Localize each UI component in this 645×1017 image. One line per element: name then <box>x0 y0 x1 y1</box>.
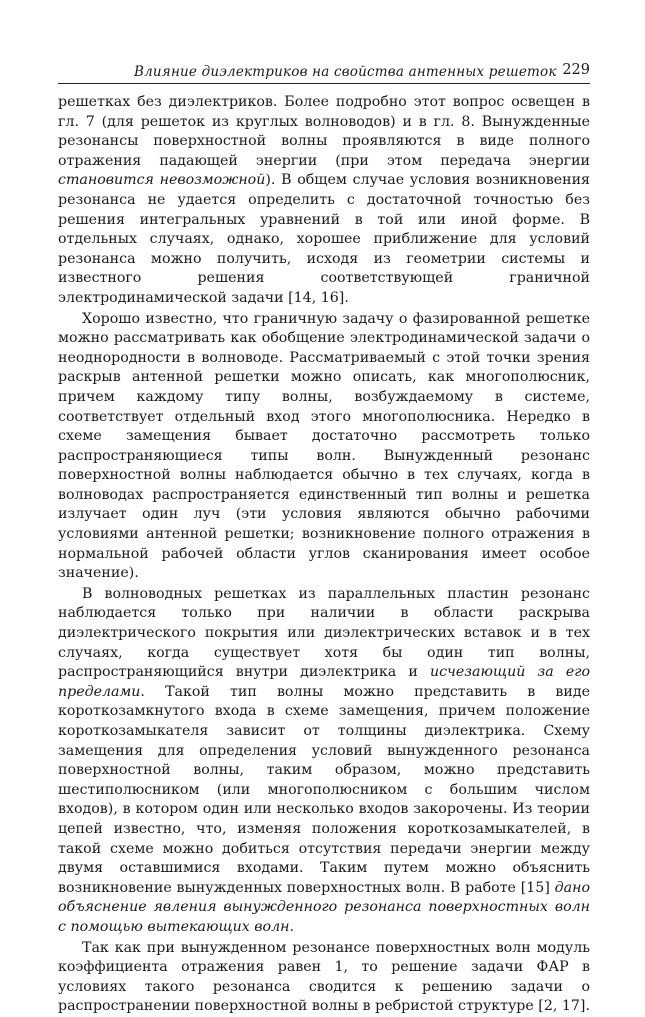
paragraph-2: Хорошо известно, что граничную задачу о фазированной решетке можно рассматривать как обобщение электродинамической задачи о неоднородности в волноводе. Рассматриваемый с этой точки зрения раскрыв антенной решетки можно описать, как многополюсник, причем каждому типу волны, возбуждаемому в системе, соответствует отдельный вход этого многополюсника. Нередко в схеме замещения бывает достаточно рассмотреть только распространяющиеся типы волн. Вынужденный резонанс поверхностной волны наблюдается обычно в тех случаях, когда в волноводах распространяется единственный тип волны и решетка излучает один луч (эти условия являются обычно рабочими условиями антенной решетки; возникновение полного отражения в нормальной рабочей области углов сканирования имеет особое значение). <box>58 310 590 582</box>
paragraph-3: В волноводных решетках из параллельных пластин резонанс наблюдается только при наличии в области раскрыва диэлектрического покрытия или диэлектрических вставок и в тех случаях, когда существует хотя бы один тип волны, распространяющийся внутри диэлектрика и исчезающий за его пределами. Такой тип волны можно представить в виде короткозамкнутого входа в схеме замещения, причем положение короткозамыкателя зависит от толщины диэлектрика. Схему замещения для определения условий вынужденного резонанса поверхностной волны, таким образом, можно представить шестиполюсником (или многополюсником с большим числом входов), в котором один или несколько входов закорочены. Из теории цепей известно, что, изменяя положения короткозамыкателей, в такой схеме можно добиться отсутствия передачи энергии между двумя оставшимися входами. Таким путем можно объяснить возникновение вынужденных поверхностных волн. В работе [15] дано объяснение явления вынужденного резонанса поверхностных волн с помощью вытекающих волн. <box>58 585 590 935</box>
emphasis: исчезающий за его пределами <box>58 664 590 700</box>
emphasis: становится невозможной <box>58 172 266 189</box>
paragraph-1: решетках без диэлектриков. Более подробно этот вопрос освещен в гл. 7 (для решеток из круглых волноводов) и в гл. 8. Вынужденные резонансы поверхностной волны проявляются в виде полного отражения падающей энергии (при этом передача энергии становится невозможной). В общем случае условия возникновения резонанса не удается определить с достаточной точностью без решения интегральных уравнений в той или иной форме. В отдельных случаях, однако, хорошее приближение для условий резонанса можно получить, исходя из геометрии системы и известного решения соответствующей граничной электродинамической задачи [14, 16]. <box>58 94 591 306</box>
emphasis: дано объяснение явления вынужденного резонанса поверхностных волн с помощью вытекающих волн <box>58 879 590 935</box>
running-header <box>58 62 590 86</box>
body-text <box>58 93 590 1017</box>
header-title: Влияние диэлектриков на свойства антенных решеток <box>134 64 557 80</box>
page-number: 229 <box>562 62 590 78</box>
header-rule <box>58 83 590 84</box>
paragraph-4: Так как при вынужденном резонансе поверхностных волн модуль коэффициента отражения равен 1, то решение задачи ФАР в условиях такого резонанса сводится к решению задачи о распространении поверхностной волны в ребристой структуре [2, 17]. <box>58 939 590 1015</box>
